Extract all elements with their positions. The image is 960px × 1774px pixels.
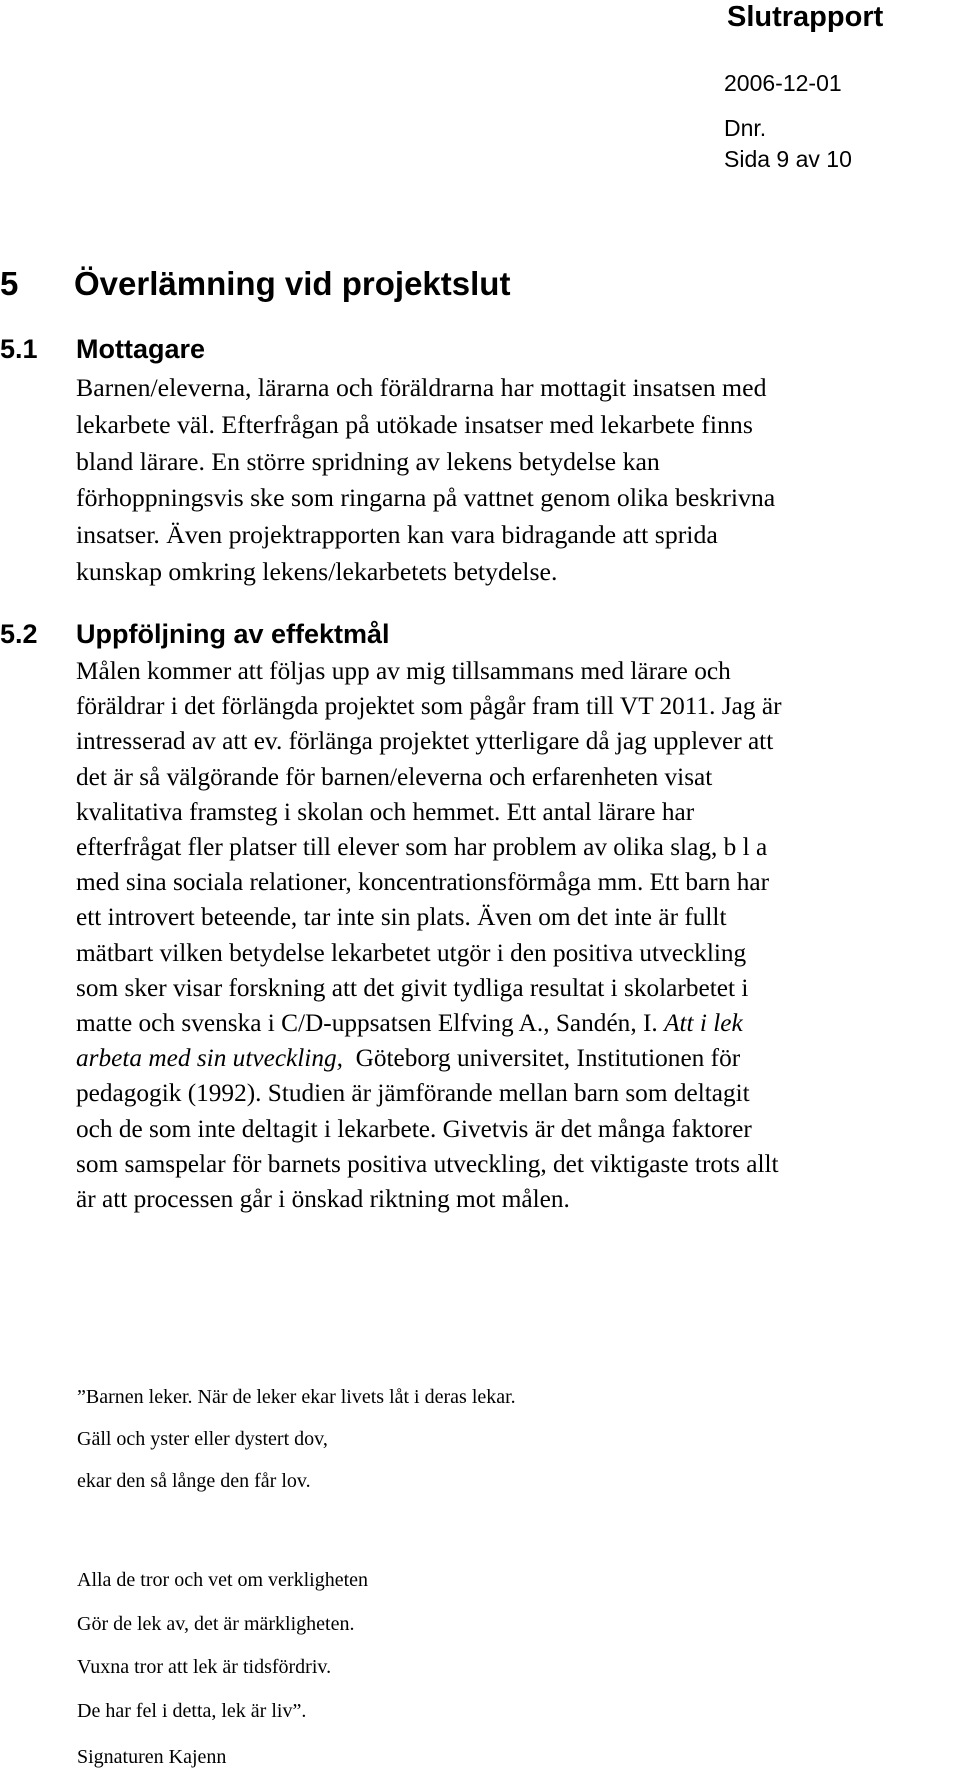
- paragraph-line: bland lärare. En större spridning av lekens betydelse kan: [76, 446, 660, 476]
- section-5-1-heading: [0, 333, 205, 365]
- poem-line: ekar den så långe den får lov.: [77, 1470, 311, 1492]
- section-5-1-title: Mottagare: [76, 334, 206, 364]
- paragraph-line: som sker visar forskning att det givit tydliga resultat i skolarbetet i: [76, 973, 749, 1002]
- citation-publisher: Göteborg universitet, Institutionen för: [342, 1044, 741, 1073]
- paragraph-line: pedagogik (1992). Studien är jämförande mellan barn som deltagit: [76, 1079, 750, 1108]
- section-5-2-paragraph: [76, 654, 936, 1217]
- poem-line: ”Barnen leker. När de leker ekar livets låt i deras lekar.: [77, 1386, 516, 1408]
- paragraph-line: intresserad av att ev. förlänga projektet ytterligare då jag upplever att: [76, 727, 774, 756]
- paragraph-line: förhoppningsvis ske som ringarna på vattnet genom olika beskrivna: [76, 483, 776, 513]
- citation-title-cont: arbeta med sin utveckling,: [76, 1044, 343, 1073]
- section-5-2-number: 5.2: [0, 619, 38, 649]
- paragraph-line: lekarbete väl. Efterfrågan på utökade insatser med lekarbete finns: [76, 409, 753, 439]
- poem-signature: Signaturen Kajenn: [77, 1746, 227, 1768]
- paragraph-line: och de som inte deltagit i lekarbete. Givetvis är det många faktorer: [76, 1114, 752, 1143]
- paragraph-line: insatser. Även projektrapporten kan vara bidragande att sprida: [76, 520, 718, 550]
- paragraph-line: Målen kommer att följas upp av mig tillsammans med lärare och: [76, 657, 731, 685]
- section-5-2-heading: [0, 618, 390, 650]
- paragraph-line-citation: [76, 1041, 936, 1076]
- poem-line: Alla de tror och vet om verkligheten: [77, 1569, 369, 1591]
- paragraph-line: Barnen/eleverna, lärarna och föräldrarna har mottagit insatsen med: [76, 373, 767, 402]
- poem-line: Gör de lek av, det är märkligheten.: [77, 1612, 355, 1635]
- section-5-2-title: Uppföljning av effektmål: [76, 619, 390, 649]
- section-5-number: 5: [0, 265, 19, 302]
- paragraph-line: det är så välgörande för barnen/eleverna och erfarenheten visat: [76, 762, 713, 791]
- paragraph-line: kvalitativa framsteg i skolan och hemmet. Ett antal lärare har: [76, 797, 695, 826]
- citation-text: matte och svenska i C/D-uppsatsen Elfving A., Sandén, I.: [76, 1009, 665, 1038]
- report-title: Slutrapport: [727, 1, 884, 33]
- paragraph-line: mätbart vilken betydelse lekarbetet utgör i den positiva utveckling: [76, 938, 747, 967]
- report-date: 2006-12-01: [724, 70, 842, 96]
- paragraph-line: föräldrar i det förlängda projektet som pågår fram till VT 2011. Jag är: [76, 692, 782, 721]
- section-5-1-paragraph: [76, 370, 936, 591]
- poem-line: Vuxna tror att lek är tidsfördriv.: [77, 1656, 332, 1679]
- paragraph-line: efterfrågat fler platser till elever som har problem av olika slag, b l a: [76, 833, 768, 862]
- report-dnr: Dnr.: [724, 115, 767, 141]
- poem-stanza-1: [77, 1376, 516, 1502]
- section-5-1-number: 5.1: [0, 334, 38, 364]
- paragraph-line: som samspelar för barnets positiva utveckling, det viktigaste trots allt: [76, 1149, 779, 1178]
- section-5-heading: [0, 264, 510, 304]
- poem-line: De har fel i detta, lek är liv”.: [77, 1699, 307, 1722]
- poem-stanza-2: [77, 1559, 368, 1733]
- poem-line: Gäll och yster eller dystert dov,: [77, 1428, 328, 1450]
- paragraph-line: är att processen går i önskad riktning mot målen.: [76, 1185, 570, 1214]
- paragraph-line: ett introvert beteende, tar inte sin plats. Även om det inte är fullt: [76, 903, 727, 932]
- paragraph-line: kunskap omkring lekens/lekarbetets betydelse.: [76, 556, 558, 586]
- citation-title: Att i lek: [664, 1009, 743, 1038]
- section-5-title: Överlämning vid projektslut: [74, 265, 511, 302]
- page-number: Sida 9 av 10: [724, 146, 852, 172]
- paragraph-line: med sina sociala relationer, koncentrationsförmåga mm. Ett barn har: [76, 868, 769, 897]
- paragraph-line-citation: [76, 1006, 936, 1041]
